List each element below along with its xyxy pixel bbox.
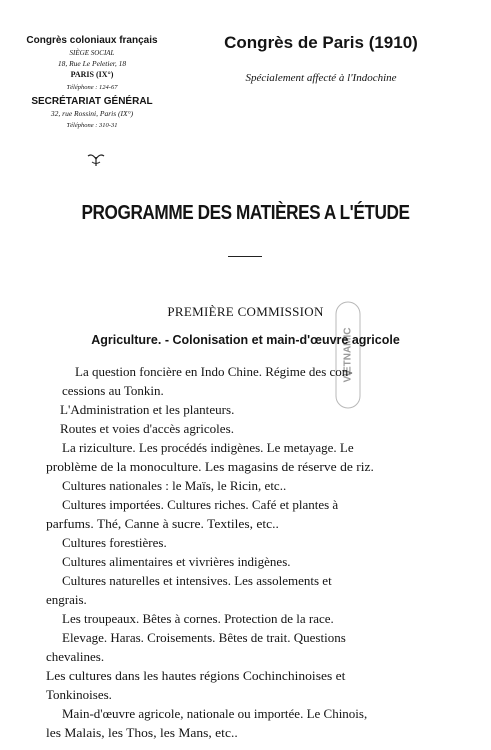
commission-heading: PREMIÈRE COMMISSION <box>167 304 324 319</box>
body-line: Tonkinoises. <box>46 687 112 702</box>
body-line: L'Administration et les planteurs. <box>60 402 235 417</box>
body-line: Cultures forestières. <box>62 535 167 550</box>
body-line: La question foncière en Indo Chine. Régime des con- <box>75 364 353 379</box>
letterhead-left <box>22 36 162 129</box>
secretariat-address: 32, rue Rossini, Paris (IX°) <box>50 109 134 118</box>
body-line: chevalines. <box>46 649 105 664</box>
org-name: Congrès coloniaux français <box>26 35 158 46</box>
ornament-icon <box>86 153 106 167</box>
body-line: La riziculture. Les procédés indigènes. Le metayage. Le <box>62 440 354 455</box>
seat-address: 18, Rue Le Peletier, 18 <box>57 59 127 68</box>
secretariat-label: SECRÉTARIAT GÉNÉRAL <box>31 96 153 107</box>
body-line: problème de la monoculture. Les magasins de réserve de riz. <box>46 459 374 474</box>
title-divider <box>228 256 262 257</box>
body-line: parfums. Thé, Canne à sucre. Textiles, etc.. <box>46 516 279 531</box>
body-line: Les troupeaux. Bêtes à cornes. Protection de la race. <box>62 611 334 626</box>
seat-label: SIÈGE SOCIAL <box>69 49 115 57</box>
body-line: Cultures importées. Cultures riches. Café et plantes à <box>62 497 339 512</box>
congress-subtitle: Spécialement affecté à l'Indochine <box>245 72 397 84</box>
body-line: Elevage. Haras. Croisements. Bêtes de trait. Questions <box>62 630 346 645</box>
body-line: Cultures naturelles et intensives. Les assolements et <box>62 573 332 588</box>
body-line: Main-d'œuvre agricole, nationale ou importée. Le Chinois, <box>62 706 368 721</box>
stamp-text: VIETNAMIC <box>342 327 354 383</box>
section-heading: Agriculture. - Colonisation et main-d'œuvre agricole <box>91 333 400 347</box>
seat-city: PARIS (IX°) <box>70 69 114 79</box>
secretariat-phone: Téléphone : 310-31 <box>66 121 118 129</box>
body-line: Routes et voies d'accès agricoles. <box>60 421 234 436</box>
body-line: Cultures nationales : le Maïs, le Ricin, etc.. <box>62 478 287 493</box>
seat-phone: Téléphone : 124-67 <box>66 83 118 91</box>
body-line: cessions au Tonkin. <box>62 383 164 398</box>
body-line: Cultures alimentaires et vivrières indigènes. <box>62 554 291 569</box>
body-line: les Malais, les Thos, les Mans, etc.. <box>46 725 238 740</box>
page-title: PROGRAMME DES MATIÈRES A L'ÉTUDE <box>81 202 410 224</box>
body-line: engrais. <box>46 592 87 607</box>
body-line: Les cultures dans les hautes régions Cochinchinoises et <box>46 668 346 683</box>
congress-title: Congrès de Paris (1910) <box>224 33 418 52</box>
